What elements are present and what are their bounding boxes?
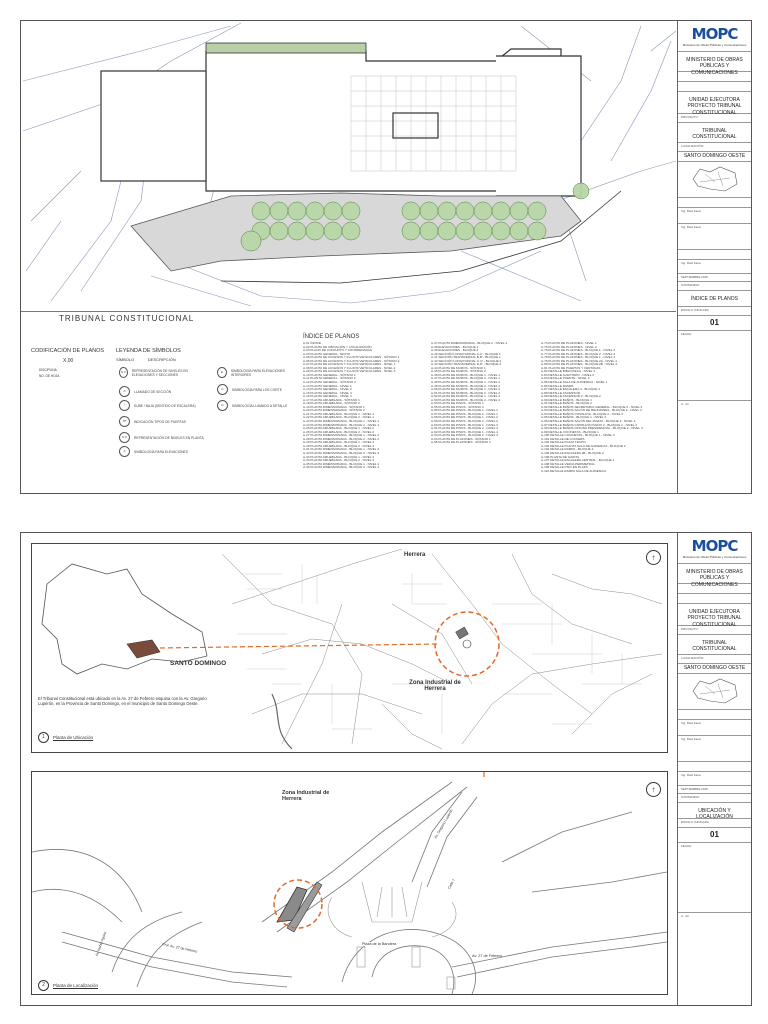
- street-27-febrero: Av. 27 de Febrero: [472, 954, 503, 958]
- country-outline: [42, 564, 207, 674]
- index-entry: A-97 DETALLE BAÑOS CONSULTA PLENO 2 - BLOQUE 2 - NIVEL 4: [541, 422, 637, 427]
- index-entry: A-57 PLANTA DE PISOS - BLOQUE 2 - NIVEL 1: [431, 411, 498, 416]
- index-entry: A-37 PLANTA DIMENSIONADA - BLOQUE 2 - NIVEL 4: [431, 341, 507, 345]
- ministry-name: MINISTERIO DE OBRAS PÚBLICAS Y COMUNICACIONES: [678, 52, 751, 72]
- index-entry: A-36 PLANTA DIMENSIONADA - BLOQUE 2 - NIVEL 4: [303, 465, 379, 470]
- engineer-name: Ing. Raúl Fana: [678, 224, 751, 250]
- index-entry: A-56 PLANTA DE PISOS - BLOQUE 1 - NIVEL 1: [431, 408, 498, 413]
- index-entry: A-61 PLANTA DE PISOS - BLOQUE 2 - NIVEL 3: [431, 426, 498, 431]
- ministry-name: MINISTERIO DE OBRAS PÚBLICAS Y COMUNICACIONES: [678, 564, 751, 584]
- index-entry: A-25 PLANTA AMUEBLADA - BLOQUE 1 - NIVEL 2: [303, 426, 375, 431]
- index-entry: A-107 DETALLE ESCALERA CENTRAL - BLOQUE 1: [541, 458, 615, 463]
- level-marker-icon: N.0: [119, 367, 128, 378]
- location-circle: [435, 612, 499, 676]
- symbol-description: SIMBOLOGÍA LLAMADO A DETALLE: [232, 403, 288, 408]
- index-entry: A-59 PLANTA DE PISOS - BLOQUE 2 - NIVEL 2: [431, 419, 498, 424]
- index-entry: A-86 DETALLE RAMPA: [541, 383, 574, 388]
- index-entry: A-26 PLANTA AMUEBLADA - BLOQUE 2 - NIVEL 2: [303, 429, 375, 434]
- index-entry: A-39 ELEVACIONES - BLOQUE 2: [431, 348, 479, 353]
- cut-symbol-icon: C: [217, 384, 228, 395]
- code-sample: X.00: [63, 358, 74, 364]
- sheet-code: A - 02: [681, 913, 689, 918]
- symbol-row: [119, 416, 209, 427]
- green-roof-strip: [206, 43, 366, 53]
- minimap-drawing: [690, 676, 740, 706]
- localizacion-title: Planta de Localización: [53, 983, 99, 988]
- index-entry: A-06 PLANTA DE ACCESOS Y FLUJOS VEHICULARES - SÓTANO 2: [303, 358, 400, 363]
- index-entry: A-35 PLANTA DIMENSIONADA - BLOQUE 1 - NIVEL 4: [303, 461, 379, 466]
- index-entry: A-07 PLANTA DE ACCESOS Y FLUJOS VEHICULARES - NIVEL 1: [303, 362, 396, 367]
- scale-label: ESCALA:: [681, 308, 694, 312]
- index-entry: A-51 PLANTA DE MUROS - BLOQUE 2 - NIVEL 3: [431, 390, 500, 395]
- index-entry: A-29 PLANTA AMUEBLADA - BLOQUE 1 - NIVEL 3: [303, 440, 375, 445]
- unit-name: UNIDAD EJECUTORA PROYECTO TRIBUNAL CONSTITUCIONAL: [678, 92, 751, 114]
- minimap-drawing: [690, 164, 740, 194]
- index-entry: A-94 DETALLE BAÑOS CONSULTA - BLOQUE 2 - NIVEL 4: [541, 411, 624, 416]
- index-entry: A-48 PLANTA DE MUROS - BLOQUE 1 - NIVEL 2: [431, 380, 500, 385]
- engineer-name: Ing. Raúl Fana: [678, 736, 751, 762]
- project-label: PROYECTO:: [678, 114, 751, 123]
- index-entry: A-91 DETALLE BAÑOS - BLOQUE 2: [541, 401, 592, 406]
- index-entry: A-95 DETALLE BAÑOS - BLOQUE 1 - NIVEL 4: [541, 415, 606, 420]
- project-label: PROYECTO:: [678, 626, 751, 635]
- unit-name: UNIDAD EJECUTORA PROYECTO TRIBUNAL CONSTITUCIONAL: [678, 604, 751, 626]
- project-name: TRIBUNAL CONSTITUCIONAL: [678, 123, 751, 143]
- sheet-code: A - 01: [681, 401, 689, 406]
- logo-mark: MOPC: [691, 536, 738, 555]
- street-luperon: Av. Gregorio Luperón: [433, 808, 454, 840]
- index-entry: A-31 PLANTA DIMENSIONADA - BLOQUE 1 - NIVEL 3: [303, 447, 379, 452]
- symbol-row: [119, 400, 209, 411]
- index-entry: A-62 PLANTA DE PISOS - BLOQUE 1 - NIVEL 4: [431, 429, 498, 434]
- location-description: El Tribunal Constitucional está ubicado en la Av. 27 de Febrero esquina con la Av. Gregorio Luperón, en la Provincia de Santo Domingo, en el municipio de Santo Domingo Oeste.: [38, 696, 207, 707]
- site-plan-drawing: [21, 21, 676, 311]
- title-block: [677, 21, 751, 493]
- index-entry: A-41 SECCIÓN TRANSVERSAL B-B' - BLOQUE 1: [431, 355, 501, 360]
- index-entry: A-104 DETALLE RAMPA - BLOQUE 2: [541, 447, 594, 452]
- codification-heading: CODIFICACIÓN DE PLANOS: [31, 348, 105, 354]
- zona-industrial-label: Zona Industrial de Herrera: [409, 680, 461, 692]
- location-minimap: [678, 162, 751, 198]
- tb-blank: [678, 710, 751, 720]
- index-entry: A-50 PLANTA DE MUROS - BLOQUE 1 - NIVEL 3: [431, 387, 500, 392]
- index-entry: A-78 PLANTA DE PLAFONES - BLOQUE 1 - NIVEL 4: [541, 355, 615, 360]
- index-entry: A-21 PLANTA AMUEBLADA - BLOQUE 1 - NIVEL 1: [303, 411, 375, 416]
- engineer-name: Ing. Raúl Fana: [678, 720, 751, 736]
- ubicacion-map: [32, 544, 667, 752]
- date-field: SEPTIEMBRE 2015: [678, 786, 751, 795]
- santo-domingo-label: SANTO DOMINGO: [170, 660, 227, 667]
- ubicacion-title: Planta de Ubicación: [53, 735, 94, 740]
- symbol-row: [119, 367, 209, 378]
- engineer-name: Ing. Raúl Fana: [678, 772, 751, 786]
- engineer-name: Ing. Raúl Fana: [678, 208, 751, 224]
- scale-label: ESCALA:: [681, 820, 694, 824]
- herrera-label: Herrera: [404, 552, 426, 558]
- index-entry: A-77 PLANTA DE PLAFONES - BLOQUE 2 - NIVEL 3: [541, 351, 615, 356]
- index-entry: A-42 SECCIÓN LONGITUDINAL C-C' - BLOQUE 2: [431, 358, 502, 363]
- project-title: TRIBUNAL CONSTITUCIONAL: [59, 314, 195, 323]
- index-entry: A-27 PLANTA DIMENSIONADA - BLOQUE 1 - NIVEL 2: [303, 433, 379, 438]
- index-entry: A-45 PLANTA DE MUROS - SÓTANO 2: [431, 369, 486, 374]
- index-entry: A-34 PLANTA AMUEBLADA - BLOQUE 2 - NIVEL 4: [303, 458, 375, 463]
- index-entry: A-55 PLANTA DE PISOS - SÓTANO 2: [431, 404, 484, 409]
- index-entry: A-13 PLANTA GENERAL - NIVEL 1: [303, 383, 352, 388]
- street-calle-7: Calle 7: [446, 878, 456, 890]
- index-entry: A-83 DETALLE AUDITORIO - NIVEL 3: [541, 372, 594, 377]
- mopc-logo: [678, 533, 751, 564]
- symbol-description: SUBE / BAJA (SENTIDO DE ESCALERA): [134, 403, 196, 408]
- logo-subtitle: Ministerio de Obras Públicas y Comunicaciones: [682, 42, 747, 47]
- index-entry: A-20 PLANTA DIMENSIONADA - SÓTANO 2: [303, 408, 365, 413]
- door-type-icon: TP: [119, 416, 130, 427]
- index-entry: A-64 PLANTA DE PLAFONES - SÓTANO 1: [431, 436, 491, 441]
- sheet-content: ÍNDICE DE PLANOS: [678, 291, 751, 307]
- index-entry: A-79 PLANTA DE PLAFONES - BLOQUE 2A - NIVEL 4: [541, 358, 617, 363]
- symbol-row: [119, 432, 209, 443]
- index-entry: A-09 PLANTA DE ACCESOS Y FLUJOS VEHICULARES - NIVEL 3: [303, 369, 396, 374]
- tb-blank: [678, 82, 751, 92]
- index-entry: A-96 DETALLE BAÑOS SALÓN DEL PLENO - BLOQUE 2 - NIVEL 4: [541, 419, 636, 424]
- symbol-row: [217, 367, 297, 378]
- index-entry: A-92 DETALLE BAÑOS SECRETARIO GENERAL - BLOQUE 2 - NIVEL 3: [541, 404, 643, 409]
- fecha-label: FECHA:: [678, 331, 751, 401]
- symbol-col-label: SÍMBOLO: [116, 357, 135, 362]
- index-entry: A-105 DETALLE ESCALERA 2B - BLOQUE 2: [541, 450, 604, 455]
- index-entry: A-08 PLANTA DE ACCESOS Y FLUJOS VEHICULARES - NIVEL 2: [303, 365, 396, 370]
- fecha-label: FECHA:: [678, 843, 751, 913]
- localizacion-map: [32, 772, 667, 994]
- index-entry: A-76 PLANTA DE PLAFONES - BLOQUE 1 - NIVEL 3: [541, 348, 615, 353]
- index-entry: A-16 PLANTA GENERAL - NIVEL 4: [303, 394, 352, 399]
- engineer-name: Ing. Raúl Fana: [678, 260, 751, 274]
- ubicacion-frame: [31, 543, 668, 753]
- index-entry: A-98 DETALLE BAÑOS OFICINA PRESIDENCIAL - BLOQUE 2 - NIVEL 4: [541, 426, 643, 431]
- north-arrow-icon: ↑: [646, 782, 661, 797]
- index-entry: A-106 PLANTA DE GARITA: [541, 454, 580, 459]
- index-entry: A-10 PLANTA GENERAL - SÓTANO 1: [303, 372, 356, 377]
- index-entry: A-93 DETALLE BAÑOS SALÓN DE REUNIONES - BLOQUE 2 - NIVEL 3: [541, 408, 642, 413]
- index-entry: A-03 PLANO DE CONJUNTO Y COORDENADAS: [303, 348, 372, 353]
- plan-level-icon: N.0: [119, 432, 130, 443]
- drawing-number: 2: [38, 980, 49, 991]
- location-name: SANTO DOMINGO OESTE: [678, 664, 751, 674]
- index-entry: A-101 DETALLE DE LOCKERS: [541, 436, 585, 441]
- tb-blank: [678, 250, 751, 260]
- symbol-description: SIMBOLOGÍA PARA ELEVACIONES: [134, 449, 188, 454]
- elevation-symbol-icon: A: [119, 446, 130, 457]
- index-entry: A-110 DETALLE RAMPA SALA DE AUDIENCIA: [541, 468, 607, 473]
- index-entry: A-14 PLANTA GENERAL - NIVEL 2: [303, 387, 352, 392]
- interior-elevation-icon: E: [217, 367, 227, 378]
- tb-blank: [678, 594, 751, 604]
- localizacion-frame: [31, 771, 668, 995]
- index-entry: A-89 DETALLE ASCENSOR 2 - BLOQUE 2: [541, 394, 601, 399]
- scale-field: [678, 307, 751, 316]
- index-entry: A-103 DETALLE PLANTA SALA DE AUDIENCIA - BLOQUE 2: [541, 443, 626, 448]
- plaza-bandera-label: Plaza de la Bandera: [362, 942, 397, 946]
- sheet-location: [20, 532, 752, 1006]
- index-entry: A-12 PLANTA GENERAL - SÓTANO 3: [303, 380, 356, 385]
- content-label: CONTENIDO:: [678, 794, 751, 803]
- symbol-row: [119, 446, 209, 457]
- sheet-index: [20, 20, 752, 494]
- index-entry: A-53 PLANTA DE MUROS - BLOQUE 2 - NIVEL 4: [431, 397, 500, 402]
- symbol-description: REPRESENTACIÓN DE NIVELES EN ELEVACIONES Y SECCIONES: [131, 368, 188, 377]
- section-callout-icon: A: [119, 386, 130, 397]
- tb-blank: [678, 762, 751, 772]
- street-prol-27-febrero: Prol. Av. 27 de Febrero: [161, 942, 198, 954]
- sheet-number: 01: [678, 316, 751, 331]
- index-entry: A-54 PLANTA DE PISOS - SÓTANO 1: [431, 401, 484, 406]
- index-entry: A-99 DETALLE COCINETAS - BLOQUE 1: [541, 429, 599, 434]
- symbols-heading: LEYENDA DE SÍMBOLOS: [116, 348, 181, 354]
- index-heading: ÍNDICE DE PLANOS: [303, 334, 360, 340]
- index-entry: A-17 PLANTA AMUEBLADA - SÓTANO 1: [303, 397, 360, 402]
- index-entry: A-81 PLANTA DE PUERTAS Y VENTANAS: [541, 365, 601, 370]
- index-entry: A-01 ÍNDICE: [303, 341, 321, 345]
- logo-mark: MOPC: [691, 24, 738, 43]
- tb-blank: [678, 198, 751, 208]
- index-entry: A-108 DETALLE VERJA PERIMETRAL: [541, 461, 595, 466]
- index-entry: A-109 DETALLE PISO EN PLAZA: [541, 465, 588, 470]
- symbol-description: INDICACIÓN TIPOS DE PUERTAS: [134, 419, 186, 424]
- localizacion-caption: [38, 980, 98, 991]
- index-entry: A-38 ELEVACIONES - BLOQUE 1: [431, 344, 479, 349]
- index-entry: A-85 DETALLE SALA DE AUDIENCIA - NIVEL 1: [541, 380, 608, 385]
- sheet-number: 01: [678, 828, 751, 843]
- index-entry: A-88 DETALLE ASCENSOR: [541, 390, 580, 395]
- location-minimap: [678, 674, 751, 710]
- sheet-no-label: NO. DE HOJA: [39, 374, 60, 378]
- symbol-row: [217, 384, 297, 395]
- index-entry: A-15 PLANTA GENERAL - NIVEL 3: [303, 390, 352, 395]
- content-label: CONTENIDO:: [678, 282, 751, 291]
- location-name: SANTO DOMINGO OESTE: [678, 152, 751, 162]
- index-entry: A-75 PLANTA DE PLAFONES - NIVEL 2: [541, 344, 597, 349]
- logo-subtitle: Ministerio de Obras Públicas y Comunicaciones: [682, 554, 747, 559]
- index-entry: A-100 DETALLE COCINETAS - BLOQUE 1 - NIVEL 3: [541, 433, 615, 438]
- index-entry: A-33 PLANTA AMUEBLADA - BLOQUE 1 - NIVEL 4: [303, 454, 375, 459]
- index-entry: A-23 PLANTA DIMENSIONADA - BLOQUE 1 - NIVEL 1: [303, 419, 379, 424]
- index-entry: A-49 PLANTA DE MUROS - BLOQUE 2 - NIVEL 2: [431, 383, 500, 388]
- index-entry: A-87 DETALLE ESCALERA 4 - BLOQUE 1: [541, 387, 600, 392]
- index-entry: A-40 SECCIÓN LONGITUDINAL A-A' - BLOQUE 1: [431, 351, 501, 356]
- index-entry: A-52 PLANTA DE MUROS - BLOQUE 1 - NIVEL 4: [431, 394, 500, 399]
- index-entry: A-05 PLANTA DE ACCESOS Y FLUJOS VEHICULARES - SÓTANO 1: [303, 355, 400, 360]
- symbol-row: [119, 386, 209, 397]
- discipline-label: DISCIPLINA: [39, 368, 57, 372]
- index-entry: A-22 PLANTA AMUEBLADA - BLOQUE 2 - NIVEL 1: [303, 415, 375, 420]
- sheet-content: UBICACIÓN Y LOCALIZACIÓN: [678, 803, 751, 819]
- index-entry: A-84 DETALLE PUENTE - NIVEL 3: [541, 376, 590, 381]
- index-entry: A-32 PLANTA DIMENSIONADA - BLOQUE 2 - NIVEL 3: [303, 450, 379, 455]
- legend-panel: [21, 311, 676, 494]
- index-entry: A-19 PLANTA DIMENSIONADA - SÓTANO 1: [303, 404, 365, 409]
- index-entry: A-60 PLANTA DE PISOS - BLOQUE 1 - NIVEL 3: [431, 422, 498, 427]
- street-isabel-aguiar: Av. Isabel Aguiar: [94, 931, 108, 957]
- symbol-description: LLAMADO DE SECCIÓN: [134, 389, 172, 394]
- index-entry: A-90 DETALLE BAÑOS - BLOQUE 1: [541, 397, 592, 402]
- index-entry: A-28 PLANTA DIMENSIONADA - BLOQUE 2 - NIVEL 2: [303, 436, 379, 441]
- index-entry: A-02 PLANTA DE UBICACIÓN Y LOCALIZACIÓN: [303, 344, 372, 349]
- description-col-label: DESCRIPCIÓN: [148, 357, 176, 362]
- index-entry: A-46 PLANTA DE MUROS - BLOQUE 1 - NIVEL 1: [431, 372, 500, 377]
- index-entry: A-11 PLANTA GENERAL - SÓTANO 2: [303, 376, 356, 381]
- location-label: LOCALIZACIÓN:: [678, 655, 751, 664]
- index-column-3: [541, 342, 643, 473]
- index-entry: A-58 PLANTA DE PISOS - BLOQUE 1 - NIVEL 2: [431, 415, 498, 420]
- location-label: LOCALIZACIÓN:: [678, 143, 751, 152]
- detail-callout-icon: D: [217, 400, 228, 411]
- index-entry: A-47 PLANTA DE MUROS - BLOQUE 2 - NIVEL 1: [431, 376, 500, 381]
- title-block: [677, 533, 751, 1005]
- project-name: TRIBUNAL CONSTITUCIONAL: [678, 635, 751, 655]
- scale-value: INDICADA: [694, 820, 709, 824]
- site-marker: [456, 627, 469, 639]
- location-drawing: [21, 533, 676, 1005]
- north-arrow-icon: ↑: [646, 550, 661, 565]
- index-entry: A-18 PLANTA AMUEBLADA - SÓTANO 2: [303, 401, 360, 406]
- index-entry: A-82 DETALLE BIBLIOTECA - NIVEL 3: [541, 369, 595, 374]
- date-field: SEPTIEMBRE 2015: [678, 274, 751, 283]
- index-column-2: [431, 342, 507, 445]
- index-entry: A-43 SECCIÓN TRANSVERSAL D-D' - BLOQUE 2: [431, 362, 502, 367]
- index-column-1: [303, 342, 399, 470]
- symbol-description: SIMBOLOGÍA PARA ELEVACIONES INTERIORES: [230, 368, 285, 377]
- index-entry: A-65 PLANTA DE PLAFONES - SÓTANO 2: [431, 440, 491, 445]
- index-entry: A-102 DETALLE PLAZA TECHO: [541, 440, 586, 445]
- index-entry: A-04 PLANTA GENERAL, TECHO: [303, 351, 351, 356]
- index-entry: A-30 PLANTA AMUEBLADA - BLOQUE 2 - NIVEL 3: [303, 443, 375, 448]
- drawing-number: 1: [38, 732, 49, 743]
- ubicacion-caption: [38, 732, 93, 743]
- index-entry: A-24 PLANTA DIMENSIONADA - BLOQUE 2 - NIVEL 1: [303, 422, 379, 427]
- index-entry: A-44 PLANTA DE MUROS - SÓTANO 1: [431, 365, 486, 370]
- site-plan: [21, 21, 676, 311]
- index-entry: A-80 PLANTA DE PLAFONES - BLOQUE 2B - NIVEL 4: [541, 362, 617, 367]
- symbol-row: [217, 400, 297, 411]
- zona-industrial-label-2: Zona Industrial de Herrera: [282, 790, 330, 802]
- index-entry: A-63 PLANTA DE PISOS - BLOQUE 2 - NIVEL 4: [431, 433, 498, 438]
- symbol-description: REPRESENTACIÓN DE NIVELES EN PLANTA: [134, 435, 204, 440]
- symbol-description: SIMBOLOGÍA PARA LOS CORTE: [232, 387, 282, 392]
- mopc-logo: [678, 21, 751, 52]
- scale-value: INDICADA: [694, 308, 709, 312]
- index-entry: A-74 PLANTA DE PLAFONES - NIVEL 1: [541, 341, 597, 345]
- stair-arrow-icon: ↑: [119, 400, 130, 411]
